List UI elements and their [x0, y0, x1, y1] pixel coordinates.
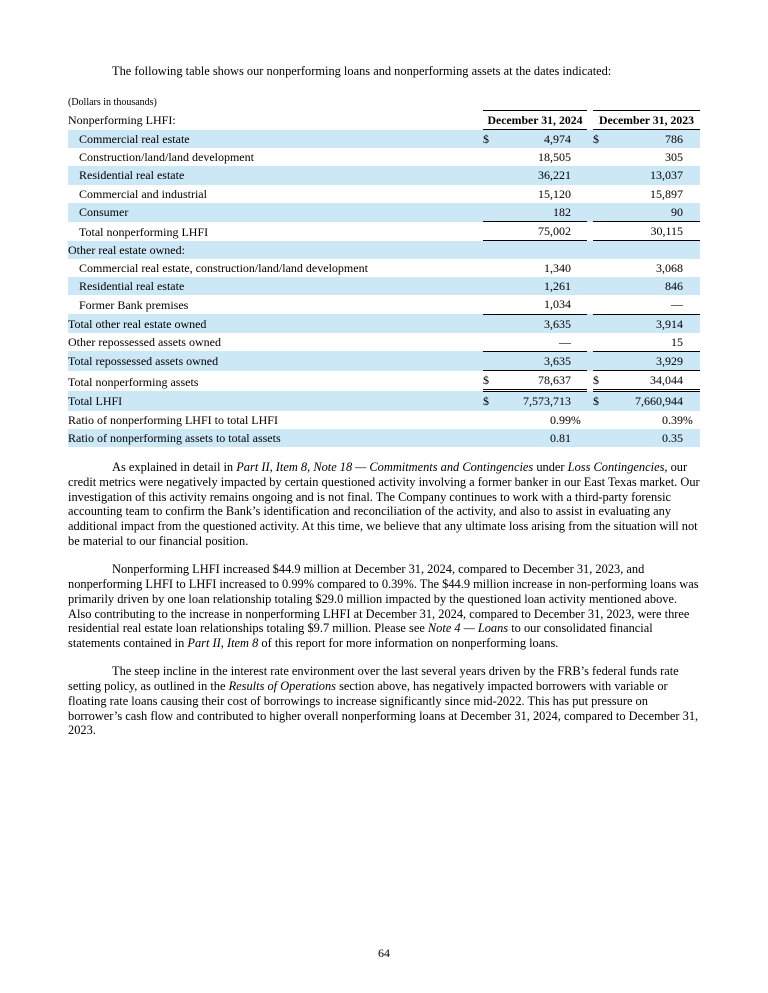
- value-2023: 846: [607, 277, 683, 295]
- dollar-sign-2023: [593, 185, 607, 203]
- percent-sign-2024: [571, 351, 587, 370]
- value-2023: 15,897: [650, 186, 684, 201]
- value-2024: 182: [497, 203, 571, 222]
- dollar-sign-2024: [483, 411, 497, 429]
- value-2024: 15,120: [538, 186, 571, 201]
- value-2023: 0.39: [662, 412, 684, 427]
- percent-sign-2024: [571, 203, 587, 222]
- dollar-sign-2023: $: [593, 371, 607, 391]
- percent-sign-2023: [683, 277, 700, 295]
- value-2023: 90: [607, 203, 683, 222]
- dollar-sign-2024: [483, 166, 497, 184]
- page-number: 64: [378, 946, 390, 960]
- percent-sign-2024: [571, 222, 587, 241]
- row-label: Total LHFI: [68, 391, 483, 411]
- percent-sign-2023: [683, 351, 700, 370]
- row-label: Total nonperforming LHFI: [79, 224, 209, 239]
- value-2024: —: [497, 333, 571, 352]
- row-label: Total other real estate owned: [68, 314, 483, 333]
- italic-reference: Results of Operations: [228, 678, 336, 693]
- dollar-sign-2024: [483, 185, 497, 203]
- dollar-sign-2024: [483, 222, 497, 241]
- percent-sign-2023: [683, 371, 700, 391]
- value-2024: 18,505: [538, 150, 571, 165]
- percent-sign-2023: [683, 148, 700, 166]
- value-2024: 1,034: [497, 295, 571, 314]
- value-2024: 1,340: [544, 260, 571, 275]
- value-2023: 3,914: [607, 314, 683, 333]
- value-2024: 3,635: [497, 314, 571, 333]
- percent-sign-2023: [683, 333, 700, 352]
- value-2023: 30,115: [607, 222, 683, 241]
- row-label: Residential real estate: [68, 277, 483, 295]
- value-2024: 0.81: [497, 429, 571, 447]
- percent-sign-2024: [571, 277, 587, 295]
- paragraph-text: section above, has negatively impacted borrowers with variable or floating rate loans causing their cost of borrowings to increase significantly since mid-2022. This has put pressure on borrower’s cash flow and contributed to higher overall nonperforming loans at December 31, 2024, compared to December 31, 2023.: [68, 678, 699, 738]
- percent-sign-2024: [571, 314, 587, 333]
- dollar-sign-2023: $: [593, 391, 607, 411]
- percent-sign-2023: [683, 166, 700, 184]
- table-row: [68, 411, 700, 429]
- dollar-sign-2024: [483, 241, 497, 259]
- italic-reference: Part II, Item 8, Note 18 — Commitments and Contingencies: [236, 459, 534, 474]
- percent-sign-2023: [683, 241, 700, 259]
- table-row: [68, 203, 700, 222]
- value-2024: 0.99: [550, 412, 571, 427]
- table-header-row: [68, 110, 700, 129]
- value-2023: 0.35: [607, 429, 683, 447]
- percent-sign-2024: [571, 259, 587, 277]
- table-row: [68, 371, 700, 391]
- paragraph-interest-rate: [68, 651, 700, 738]
- dollar-sign-2024: [483, 148, 497, 166]
- percent-sign-2023: [683, 314, 700, 333]
- value-2024: 7,573,713: [497, 391, 571, 411]
- percent-sign-2023: [683, 222, 700, 241]
- value-2023: 786: [607, 130, 683, 149]
- table-row: [68, 185, 700, 203]
- dollar-sign-2023: [593, 351, 607, 370]
- table-row: [68, 130, 700, 149]
- table-row: [68, 314, 700, 333]
- dollar-sign-2023: [593, 148, 607, 166]
- paragraph-lhfi-increase: [68, 549, 700, 651]
- row-label: Total nonperforming assets: [68, 374, 199, 389]
- row-label: Residential real estate: [68, 166, 483, 184]
- dollar-sign-2024: [483, 351, 497, 370]
- row-label: Ratio of nonperforming LHFI to total LHFI: [68, 412, 278, 427]
- paragraph-text: The steep incline in the interest rate environment over the last several years driven by the FRB’s federal funds rate setting policy, as outlined in the: [68, 664, 679, 693]
- value-2023: —: [607, 295, 683, 314]
- dollar-sign-2024: [483, 429, 497, 447]
- percent-sign-2023: %: [683, 412, 693, 427]
- paragraph-text: of this report for more information on nonperforming loans.: [258, 636, 559, 651]
- table-row: [68, 295, 700, 314]
- dollar-sign-2023: [593, 429, 607, 447]
- percent-sign-2023: [683, 185, 700, 203]
- percent-sign-2024: [571, 295, 587, 314]
- dollar-sign-2023: [593, 411, 607, 429]
- dollar-sign-2023: [593, 314, 607, 333]
- paragraph-text: Nonperforming LHFI increased $44.9 million at December 31, 2024, compared to December 31, 2023, and nonperforming LHFI to LHFI increased to 0.99% compared to 0.39%. The $44.9 million increase in non-performing loans was primarily driven by one loan relationship totaling $29.0 million impacted by the questioned loan activity mentioned above. Also contributing to the increase in nonperforming LHFI at December 31, 2024, compared to December 31, 2023, were three residential real estate loan relationships totaling $9.7 million. Please see: [68, 562, 699, 636]
- value-2023: [607, 241, 683, 259]
- percent-sign-2024: [571, 130, 587, 149]
- dollar-sign-2023: [593, 277, 607, 295]
- row-label: Other repossessed assets owned: [68, 335, 221, 350]
- column-header-2023: December 31, 2023: [593, 110, 700, 129]
- percent-sign-2024: [571, 429, 587, 447]
- table-row: [68, 351, 700, 370]
- paragraph-text: under: [533, 459, 568, 474]
- percent-sign-2023: [683, 429, 700, 447]
- percent-sign-2024: [571, 391, 587, 411]
- dollar-sign-2024: [483, 277, 497, 295]
- table-row: [68, 241, 700, 259]
- table-row: [68, 429, 700, 447]
- nonperforming-assets-table: [68, 110, 700, 447]
- percent-sign-2024: [571, 333, 587, 352]
- value-2024: 3,635: [497, 351, 571, 370]
- intro-paragraph: The following table shows our nonperforming loans and nonperforming assets at the dates indicated:: [112, 64, 612, 78]
- value-2023: 13,037: [607, 166, 683, 184]
- table-row: [68, 222, 700, 241]
- percent-sign-2024: %: [571, 412, 581, 427]
- value-2023: 3,068: [656, 260, 684, 275]
- table-row: [68, 277, 700, 295]
- italic-reference: Loss Contingencies,: [567, 459, 668, 474]
- row-label: Other real estate owned:: [68, 241, 483, 259]
- percent-sign-2023: [683, 391, 700, 411]
- percent-sign-2024: [571, 371, 587, 391]
- percent-sign-2024: [571, 166, 587, 184]
- dollar-sign-2023: $: [593, 130, 607, 149]
- value-2024: [497, 241, 571, 259]
- row-label: Commercial real estate: [68, 130, 483, 149]
- percent-sign-2024: [571, 185, 587, 203]
- italic-reference: Note 4 — Loans: [427, 621, 509, 636]
- row-label: Former Bank premises: [79, 297, 189, 312]
- value-2023: 15: [607, 333, 683, 352]
- dollar-sign-2024: [483, 259, 497, 277]
- value-2024: 1,261: [497, 277, 571, 295]
- percent-sign-2023: [683, 203, 700, 222]
- paragraph-text: our credit metrics were negatively impacted by certain questioned activity involving a former banker in our East Texas market. Our investigation of this activity remains ongoing and is not final. The Company continues to work with a third-party forensic accounting team to confirm the Bank’s identification and reconciliation of the activity, and also to assist in evaluating any additional impact from the questioned activity. At this time, we believe that any ultimate loss arising from the situation will not be material to our financial position.: [68, 459, 700, 549]
- dollar-sign-2023: [593, 166, 607, 184]
- dollar-sign-2024: [483, 203, 497, 222]
- percent-sign-2023: [683, 259, 700, 277]
- value-2024: 75,002: [497, 222, 571, 241]
- dollar-sign-2023: [593, 203, 607, 222]
- value-2023: 305: [665, 150, 684, 165]
- table-row: [68, 148, 700, 166]
- table-units-note: (Dollars in thousands): [68, 96, 157, 108]
- dollar-sign-2023: [593, 259, 607, 277]
- percent-sign-2024: [571, 241, 587, 259]
- dollar-sign-2023: [593, 222, 607, 241]
- table-row: [68, 166, 700, 184]
- dollar-sign-2023: [593, 241, 607, 259]
- percent-sign-2023: [683, 295, 700, 314]
- dollar-sign-2024: $: [483, 130, 497, 149]
- row-label: Total repossessed assets owned: [68, 351, 483, 370]
- table-section-label: Nonperforming LHFI:: [68, 113, 176, 128]
- percent-sign-2024: [571, 148, 587, 166]
- paragraph-text: As explained in detail in: [112, 459, 237, 474]
- dollar-sign-2023: [593, 295, 607, 314]
- value-2024: 4,974: [497, 130, 571, 149]
- table-row: [68, 333, 700, 352]
- value-2023: 7,660,944: [607, 391, 683, 411]
- row-label: Construction/land/land development: [79, 150, 254, 165]
- value-2023: 3,929: [607, 351, 683, 370]
- table-row: [68, 259, 700, 277]
- row-label: Consumer: [68, 203, 483, 222]
- value-2023: 34,044: [607, 371, 683, 391]
- dollar-sign-2024: [483, 295, 497, 314]
- dollar-sign-2023: [593, 333, 607, 352]
- percent-sign-2023: [683, 130, 700, 149]
- nonperforming-table-body: [68, 130, 700, 447]
- dollar-sign-2024: $: [483, 391, 497, 411]
- value-2024: 36,221: [497, 166, 571, 184]
- row-label: Ratio of nonperforming assets to total assets: [68, 429, 483, 447]
- table-row: [68, 391, 700, 411]
- paragraph-questioned-activity: [68, 447, 700, 549]
- row-label: Commercial and industrial: [79, 186, 207, 201]
- paragraph-text: to our consolidated financial statements contained in: [68, 621, 653, 651]
- dollar-sign-2024: [483, 333, 497, 352]
- dollar-sign-2024: [483, 314, 497, 333]
- italic-reference: Part II, Item 8: [187, 636, 259, 651]
- column-header-2024: December 31, 2024: [483, 110, 587, 129]
- value-2024: 78,637: [497, 371, 571, 391]
- row-label: Commercial real estate, construction/land/land development: [79, 260, 368, 275]
- dollar-sign-2024: $: [483, 371, 497, 391]
